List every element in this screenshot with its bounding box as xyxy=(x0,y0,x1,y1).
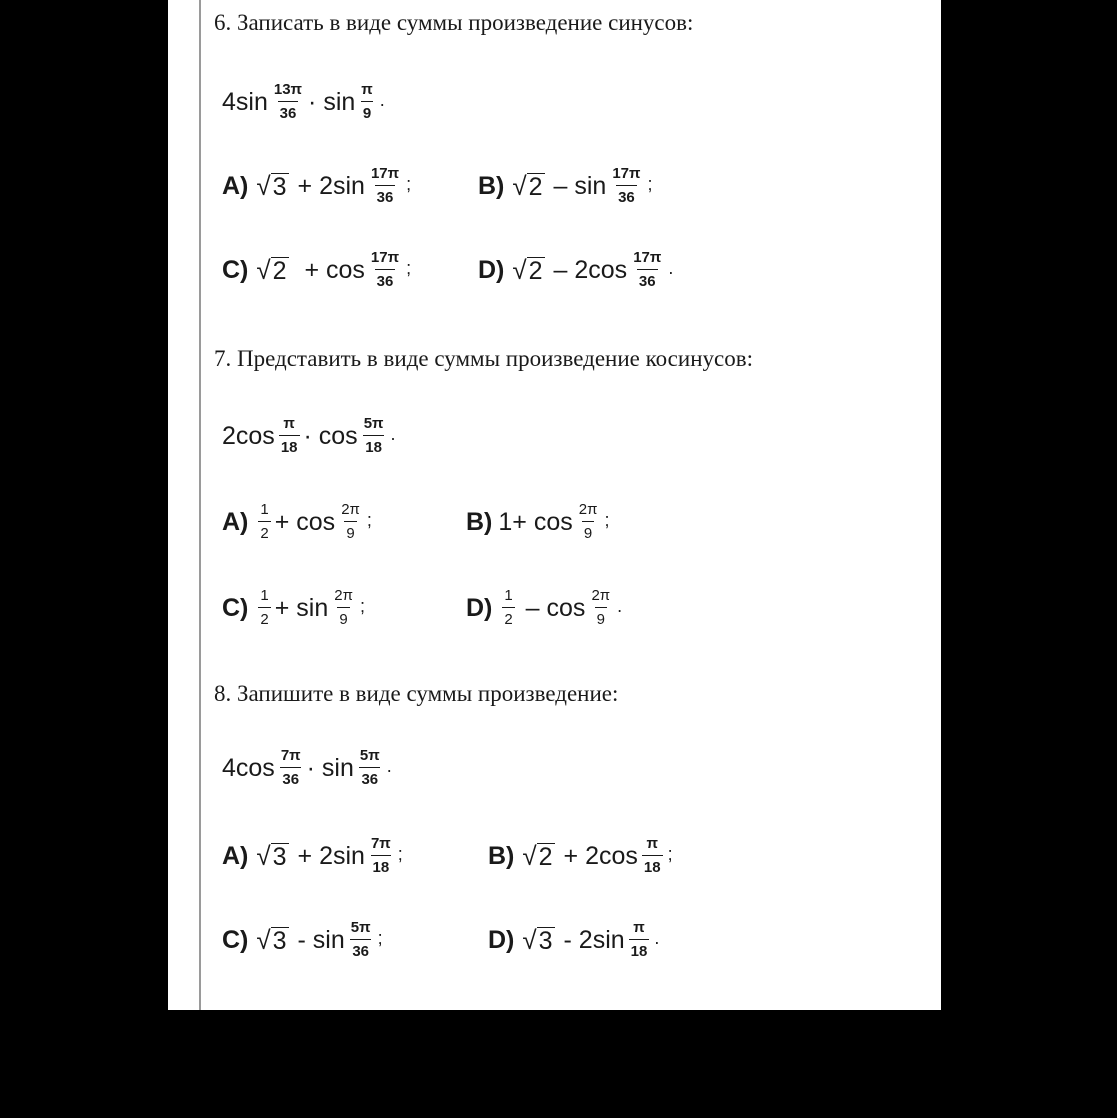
fraction-denominator: 2 xyxy=(258,521,270,543)
fraction xyxy=(258,587,270,629)
option-label: D) xyxy=(478,255,505,284)
problem-6-option-b xyxy=(478,156,653,216)
fraction-denominator: 2 xyxy=(502,607,514,629)
fraction-denominator: 36 xyxy=(280,767,301,789)
fraction xyxy=(359,81,374,123)
fraction xyxy=(369,835,393,877)
radicand: 2 xyxy=(528,257,543,285)
option-label: B) xyxy=(488,841,515,870)
punctuation: . xyxy=(617,596,623,616)
fraction-numerator: π xyxy=(283,415,295,432)
fraction xyxy=(279,747,303,789)
problem-7-option-b xyxy=(466,492,609,552)
option-label: A) xyxy=(222,507,249,536)
fraction-denominator: 18 xyxy=(279,435,300,457)
math-text: + 2cos xyxy=(556,841,638,870)
fraction xyxy=(369,249,401,291)
option-expression xyxy=(510,165,652,207)
math-text: · sin xyxy=(306,753,354,782)
fraction-denominator: 18 xyxy=(363,435,384,457)
option-expression xyxy=(254,165,411,207)
fraction-numerator: 1 xyxy=(504,587,513,604)
fraction xyxy=(332,587,355,629)
fraction-denominator: 9 xyxy=(595,607,607,629)
problem-6-expression xyxy=(222,72,385,132)
fraction xyxy=(589,587,612,629)
fraction-numerator: π xyxy=(633,919,645,936)
fraction xyxy=(258,501,270,543)
punctuation: ; xyxy=(406,174,412,194)
punctuation: ; xyxy=(359,596,365,616)
problem-8-option-a xyxy=(222,826,403,886)
punctuation: ; xyxy=(604,510,610,530)
square-root xyxy=(256,256,288,284)
problem-8-option-c xyxy=(222,910,383,970)
punctuation: . xyxy=(668,258,674,278)
punctuation: ; xyxy=(647,174,653,194)
problem-7-option-d xyxy=(466,578,622,638)
math-text: + cos xyxy=(274,507,336,536)
fraction-denominator: 36 xyxy=(278,101,299,123)
fraction-denominator: 36 xyxy=(616,185,637,207)
fraction-numerator: 2π xyxy=(334,587,353,604)
radical-sign: √ xyxy=(256,255,271,285)
fraction xyxy=(339,501,362,543)
fraction xyxy=(358,747,382,789)
punctuation: . xyxy=(386,756,392,776)
option-expression xyxy=(254,501,372,543)
fraction-numerator: 5π xyxy=(363,415,384,432)
punctuation: . xyxy=(390,424,396,444)
option-expression xyxy=(254,919,382,961)
fraction-denominator: 18 xyxy=(371,855,392,877)
fraction-denominator: 9 xyxy=(344,521,356,543)
fraction-numerator: 13π xyxy=(273,81,303,98)
math-text: – 2cos xyxy=(546,255,628,284)
option-label: C) xyxy=(222,593,249,622)
fraction xyxy=(279,415,300,457)
option-expression xyxy=(254,249,411,291)
expression xyxy=(222,81,385,123)
fraction-denominator: 36 xyxy=(359,767,380,789)
punctuation: ; xyxy=(377,928,383,948)
problem-6-heading: 6. Записать в виде суммы произведение синусов: xyxy=(214,10,694,35)
option-label: B) xyxy=(466,507,493,536)
fraction-numerator: 5π xyxy=(359,747,380,764)
option-expression xyxy=(510,249,673,291)
fraction xyxy=(610,165,642,207)
punctuation: ; xyxy=(406,258,412,278)
option-label: C) xyxy=(222,925,249,954)
fraction xyxy=(369,165,401,207)
problem-6-option-d xyxy=(478,240,673,300)
fraction xyxy=(631,249,663,291)
fraction-numerator: 1 xyxy=(260,587,269,604)
fraction-denominator: 18 xyxy=(629,939,650,961)
square-root xyxy=(512,256,544,284)
option-expression xyxy=(254,587,365,629)
problem-7-expression xyxy=(222,406,396,466)
option-expression xyxy=(520,919,659,961)
fraction-numerator: π xyxy=(646,835,658,852)
fraction-numerator: 7π xyxy=(370,835,391,852)
fraction xyxy=(272,81,304,123)
square-root xyxy=(256,842,288,870)
option-expression xyxy=(520,835,672,877)
fraction xyxy=(362,415,386,457)
radicand: 2 xyxy=(272,257,287,285)
radicand: 3 xyxy=(538,927,553,955)
option-expression xyxy=(498,587,622,629)
fraction-denominator: 18 xyxy=(642,855,663,877)
radicand: 3 xyxy=(272,843,287,871)
math-text: 2cos xyxy=(222,421,275,450)
option-label: C) xyxy=(222,255,249,284)
math-text: + sin xyxy=(274,593,329,622)
fraction-numerator: 2π xyxy=(591,587,611,604)
expression xyxy=(222,415,396,457)
fraction-numerator: 1 xyxy=(260,501,269,518)
radicand: 2 xyxy=(528,173,543,201)
fraction-denominator: 9 xyxy=(337,607,349,629)
radicand: 2 xyxy=(538,843,553,871)
problem-8-option-b xyxy=(488,826,673,886)
fraction-numerator: 17π xyxy=(612,165,641,182)
fraction-numerator: 2π xyxy=(341,501,360,518)
fraction-numerator: 5π xyxy=(350,919,371,936)
problem-7-heading: 7. Представить в виде суммы произведение косинусов: xyxy=(214,346,753,371)
problem-8-option-d xyxy=(488,910,659,970)
option-label: D) xyxy=(488,925,515,954)
radical-sign: √ xyxy=(256,925,271,955)
math-text: 4sin xyxy=(222,87,268,116)
fraction-denominator: 36 xyxy=(350,939,371,961)
problem-8-heading: 8. Запишите в виде суммы произведение: xyxy=(214,681,619,706)
square-root xyxy=(512,172,544,200)
punctuation: . xyxy=(379,90,385,110)
option-label: B) xyxy=(478,171,505,200)
square-root xyxy=(522,842,554,870)
problem-7-option-a xyxy=(222,492,372,552)
margin-line xyxy=(199,0,201,1010)
fraction-denominator: 36 xyxy=(375,269,396,291)
math-text: + cos xyxy=(290,255,365,284)
math-text: + 2sin xyxy=(290,841,365,870)
radical-sign: √ xyxy=(522,841,537,871)
math-text: + 2sin xyxy=(290,171,365,200)
fraction-denominator: 2 xyxy=(258,607,270,629)
fraction-denominator: 36 xyxy=(375,185,396,207)
option-label: A) xyxy=(222,841,249,870)
option-expression xyxy=(498,501,609,543)
fraction-denominator: 9 xyxy=(582,521,594,543)
math-text: – cos xyxy=(518,593,586,622)
expression xyxy=(222,747,392,789)
fraction-numerator: 17π xyxy=(370,165,400,182)
math-text: 4cos xyxy=(222,753,275,782)
radical-sign: √ xyxy=(512,171,527,201)
fraction-numerator: 17π xyxy=(370,249,400,266)
fraction-numerator: 7π xyxy=(280,747,301,764)
fraction xyxy=(502,587,514,629)
math-text: · sin xyxy=(308,87,356,116)
fraction-denominator: 9 xyxy=(361,101,373,123)
square-root xyxy=(256,172,288,200)
fraction-numerator: π xyxy=(361,81,373,98)
problem-6-option-c xyxy=(222,240,411,300)
option-label: A) xyxy=(222,171,249,200)
math-text: 1+ cos xyxy=(498,507,573,536)
radicand: 3 xyxy=(272,173,287,201)
math-text: - sin xyxy=(290,925,345,954)
math-text: - 2sin xyxy=(556,925,625,954)
fraction-numerator: 2π xyxy=(578,501,598,518)
radicand: 3 xyxy=(272,927,287,955)
fraction xyxy=(629,919,650,961)
fraction xyxy=(349,919,373,961)
square-root xyxy=(522,926,554,954)
radical-sign: √ xyxy=(256,171,271,201)
fraction xyxy=(577,501,600,543)
fraction-denominator: 36 xyxy=(637,269,658,291)
problem-6-option-a xyxy=(222,156,411,216)
punctuation: . xyxy=(654,928,660,948)
option-expression xyxy=(254,835,402,877)
math-text: – sin xyxy=(546,171,607,200)
punctuation: ; xyxy=(667,844,673,864)
problem-8-expression xyxy=(222,738,392,798)
fraction xyxy=(642,835,663,877)
radical-sign: √ xyxy=(256,841,271,871)
option-label: D) xyxy=(466,593,493,622)
radical-sign: √ xyxy=(512,255,527,285)
punctuation: ; xyxy=(366,510,372,530)
punctuation: ; xyxy=(397,844,403,864)
fraction-numerator: 17π xyxy=(633,249,662,266)
radical-sign: √ xyxy=(522,925,537,955)
problem-7-option-c xyxy=(222,578,365,638)
math-text: · cos xyxy=(303,421,358,450)
square-root xyxy=(256,926,288,954)
